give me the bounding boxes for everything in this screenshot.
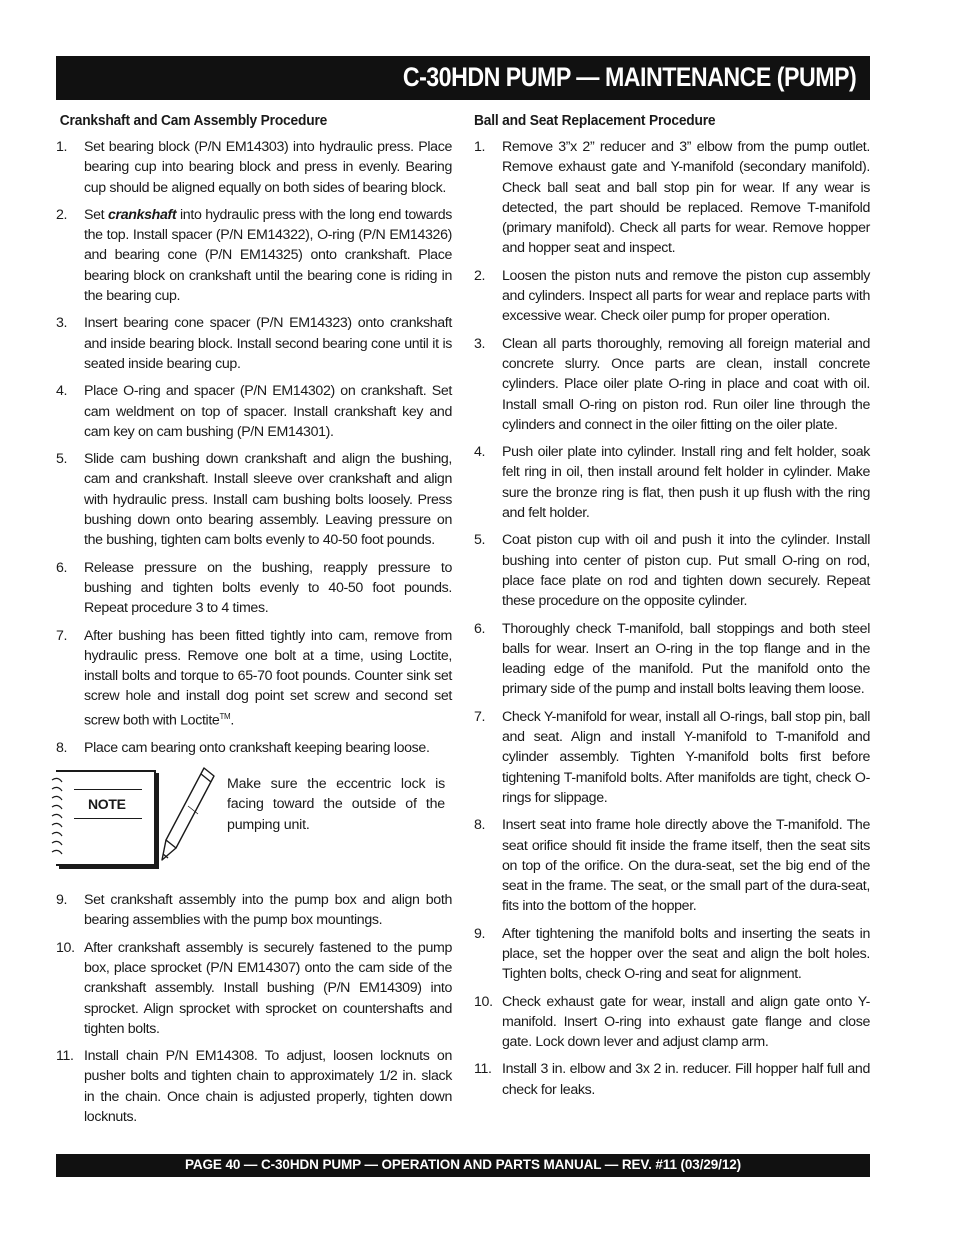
list-item: [56, 626, 452, 731]
list-item: [474, 1059, 870, 1100]
step-text: Insert seat into frame hole directly above the T-manifold. The seat orifice should fit inside the frame itself, then the seat sits on top of the orifice. On the dura-seat, set the big end of the seat in the frame. The seat, or the small part of the dura-seat, fits into the bottom of the hopper.: [502, 817, 870, 915]
step-number: 4.: [56, 383, 68, 400]
step-number: 3.: [474, 335, 486, 352]
step-text: Install chain P/N EM14308. To adjust, loosen locknuts on pusher bolts and tighten chain to approximately 1/2 in. slack in the chain. Once chain is adjusted properly, tighten down locknuts.: [84, 1048, 452, 1126]
step-text: Check Y-manifold for wear, install all O-rings, ball stop pin, ball and seat. Align and install Y-manifold to T-manifold and cylinder assembly. Tighten Y-manifold bolts first before tightening T-manifold bolts. After manifolds are tight, check O-rings for slippage.: [502, 708, 870, 806]
list-item: [56, 381, 452, 442]
step-text-post: .: [230, 712, 234, 729]
step-number: 6.: [56, 559, 68, 576]
step-text: Set bearing block (P/N EM14303) into hydraulic press. Place bearing cup into bearing block and press in evenly. Bearing cup should be aligned equally on both sides of bearing block.: [84, 139, 452, 196]
notepad-icon: [56, 770, 156, 866]
step-number: 5.: [474, 532, 486, 549]
step-text: Install 3 in. elbow and 3x 2 in. reducer. Fill hopper half full and check for leaks.: [502, 1061, 870, 1098]
list-item: [56, 890, 452, 931]
spiral-binding-icon: [50, 772, 64, 864]
list-item: [56, 313, 452, 374]
step-text: Coat piston cup with oil and push it into the cylinder. Install bushing into center of piston cup. Put small O-ring on rod, place face plate on rod and tighten down securely. Repeat these procedure on the opposite cylinder.: [502, 532, 870, 610]
step-number: 10.: [56, 939, 75, 956]
step-number: 2.: [56, 206, 68, 223]
step-number: 11.: [474, 1061, 492, 1078]
step-text: [84, 626, 452, 731]
list-item: [474, 707, 870, 808]
step-text: Release pressure on the bushing, reapply pressure to bushing and tighten bolts evenly to 40-50 foot pounds. Repeat procedure 3 to 4 times.: [84, 559, 452, 617]
step-text: Place O-ring and spacer (P/N EM14302) on crankshaft. Set cam weldment on top of spacer. Install crankshaft key and cam key on cam bushing (P/N EM14301).: [84, 383, 452, 440]
list-item: [474, 266, 870, 327]
list-item: [56, 738, 452, 758]
step-text: Thoroughly check T-manifold, ball stoppings and both steel balls for wear. Insert an O-ring in the top flange and in the leading edge of the manifold. Put the manifold onto the primary side of the pump and install bolts leaving them loose.: [502, 620, 870, 698]
step-number: 2.: [474, 267, 486, 284]
step-number: 10.: [474, 993, 493, 1010]
step-number: 7.: [56, 627, 68, 644]
step-text-pre: After bushing has been fitted tightly into cam, remove from hydraulic press. Remove one bolt at a time, using Loctite, install bolts and torque to 65-70 foot pounds. Counter sink set screw hole and install dog point set screw and second set screw both with Loctite: [84, 627, 452, 729]
list-item: [56, 1046, 452, 1127]
step-text: [84, 205, 452, 306]
step-number: 4.: [474, 444, 486, 461]
step-number: 3.: [56, 315, 68, 332]
step-text: Insert bearing cone spacer (P/N EM14323) onto crankshaft and inside bearing block. Install second bearing cone until it is seated inside bearing cup.: [84, 315, 452, 372]
step-text: Push oiler plate into cylinder. Install ring and felt holder, soak felt ring in oil, then install around felt holder in cylinder. Make sure the bronze ring is flat, then push it up flush with the ring and felt holder.: [502, 444, 870, 522]
step-text: After tightening the manifold bolts and inserting the seats in place, set the hopper over the seat and align the bolt holes. Tighten bolts, check O-ring and seat for alignment.: [502, 925, 870, 983]
step-number: 1.: [56, 139, 68, 155]
list-item: [474, 530, 870, 611]
notepad-rule: [74, 818, 142, 819]
step-number: 8.: [474, 817, 486, 834]
step-number: 7.: [474, 708, 486, 725]
step-number: 1.: [474, 139, 486, 155]
list-item: [56, 449, 452, 550]
page-header-bar: [56, 56, 870, 100]
step-text: Place cam bearing onto crankshaft keeping bearing loose.: [84, 739, 430, 756]
list-item: [474, 442, 870, 523]
note-label: NOTE: [88, 796, 126, 813]
crankshaft-emphasis: crankshaft: [108, 206, 177, 223]
step-number: 6.: [474, 620, 486, 637]
list-item: [56, 205, 452, 306]
step-number: 11.: [56, 1048, 74, 1065]
list-item: [474, 924, 870, 985]
step-number: 9.: [474, 925, 486, 942]
page-footer-bar: [56, 1154, 870, 1177]
step-number: 5.: [56, 451, 68, 468]
step-number: 9.: [56, 892, 68, 909]
pencil-icon: [154, 764, 218, 868]
step-number: 8.: [56, 739, 68, 756]
note-text: Make sure the eccentric lock is facing toward the outside of the pumping unit.: [227, 776, 445, 833]
step-text: Remove 3”x 2” reducer and 3” elbow from the pump outlet. Remove exhaust gate and Y-manifold (secondary manifold). Check ball seat and ball stop pin for wear. If any wear is detected, the part should be replaced. Remove T-manifold (primary manifold). Check all parts for wear. Remove hopper and hopper seat and inspect.: [502, 139, 870, 257]
step-text: Clean all parts thoroughly, removing all foreign material and concrete slurry. Once parts are clean, install concrete cylinders. Place oiler plate O-ring in place and coat with oil. Install small O-ring on piston rod. Run oiler line through the cylinders and connect in the oiler fitting on the oiler plate.: [502, 335, 870, 433]
list-item: [56, 137, 452, 198]
step-text: Loosen the piston nuts and remove the piston cup assembly and cylinders. Inspect all parts for wear and replace parts with excessive wear. Check oiler pump for proper operation.: [502, 267, 870, 325]
crankshaft-steps-list-continued: [56, 890, 452, 1127]
step-text: Slide cam bushing down crankshaft and align the bushing, cam and crankshaft. Install sleeve over crankshaft and align with hydraulic press. Install cam bushing bolts loosely. Press bushing down onto bearing assembly. Leaving pressure on the bushing, tighten cam bolts evenly to 40-50 foot pounds.: [84, 451, 452, 549]
list-item: [474, 137, 870, 259]
page-footer-text: PAGE 40 — C-30HDN PUMP — OPERATION AND PARTS MANUAL — REV. #11 (03/29/12): [184, 1157, 742, 1172]
step-text: Set crankshaft assembly into the pump box and align both bearing assemblies with the pump box mountings.: [84, 892, 452, 929]
step-text-pre: Set: [84, 206, 108, 223]
crankshaft-steps-list: [56, 137, 452, 758]
list-item: [474, 815, 870, 916]
list-item: [56, 558, 452, 619]
step-text: Check exhaust gate for wear, install and align gate onto Y-manifold. Insert O-ring into exhaust gate flange and close gate. Lock down lever and adjust clamp arm.: [502, 993, 870, 1051]
notepad-rule: [74, 789, 142, 790]
note-callout: [56, 770, 452, 878]
trademark-mark: TM: [219, 711, 231, 721]
ball-seat-procedure-column: [474, 113, 870, 1107]
ball-seat-steps-list: [474, 137, 870, 1100]
list-item: [474, 334, 870, 435]
crankshaft-procedure-column: [56, 113, 452, 1134]
crankshaft-section-heading: Crankshaft and Cam Assembly Procedure: [59, 113, 328, 129]
page-title: C-30HDN PUMP — MAINTENANCE (PUMP): [402, 62, 856, 92]
ball-seat-section-heading: Ball and Seat Replacement Procedure: [474, 113, 716, 129]
step-text: After crankshaft assembly is securely fastened to the pump box, place sprocket (P/N EM14307) onto the cam side of the crankshaft assembly. Install bushing (P/N EM14309) into sprocket. Align sprocket with sprocket on countershafts and tighten bolts.: [84, 939, 452, 1037]
list-item: [56, 938, 452, 1039]
step-text-post: into hydraulic press with the long end towards the top. Install spacer (P/N EM14322), O-ring (P/N EM14326) and bearing cone (P/N EM14325) onto crankshaft. Place bearing block on crankshaft until the bearing cone is riding in the bearing cup.: [84, 206, 452, 305]
list-item: [474, 992, 870, 1053]
list-item: [474, 619, 870, 700]
